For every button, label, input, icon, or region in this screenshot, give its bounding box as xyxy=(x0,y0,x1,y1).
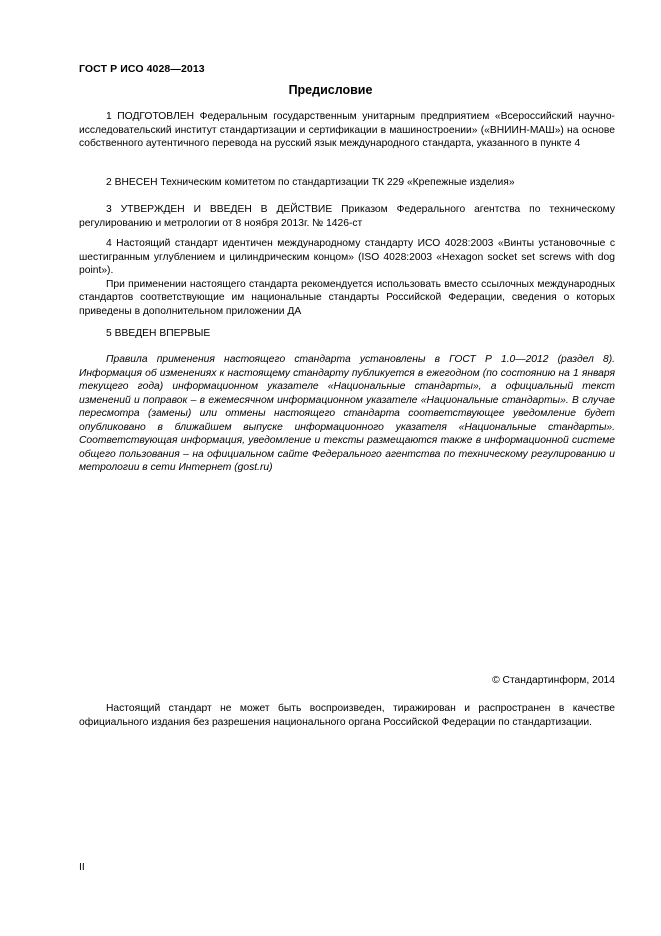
page-title: Предисловие xyxy=(288,83,373,97)
copyright-line: © Стандартинформ, 2014 xyxy=(492,675,615,686)
paragraph-2-block xyxy=(79,176,615,190)
reproduction-notice-block xyxy=(79,702,615,729)
paragraph-4-block xyxy=(79,237,615,318)
paragraph-3-block xyxy=(79,203,615,230)
paragraph-5: 5 ВВЕДЕН ВПЕРВЫЕ xyxy=(106,328,211,339)
paragraph-1-block xyxy=(79,110,615,151)
italic-note-block xyxy=(79,353,615,475)
paragraph-2: 2 ВНЕСЕН Техническим комитетом по стандартизации ТК 229 «Крепежные изделия» xyxy=(106,177,515,188)
paragraph-1: 1 ПОДГОТОВЛЕН Федеральным государственным унитарным предприятием «Всероссийский научно-исследовательский институт стандартизации и сертификации в машиностроении» («ВНИИН-МАШ») на основе собственного аутентичного перевода на русский язык международного стандарта, указанного в пункте 4 xyxy=(79,111,615,149)
paragraph-3: 3 УТВЕРЖДЕН И ВВЕДЕН В ДЕЙСТВИЕ Приказом Федерального агентства по техническому регулированию и метрологии от 8 ноября 2013г. № 1426-ст xyxy=(79,204,615,229)
page-number: II xyxy=(79,862,85,873)
reproduction-notice: Настоящий стандарт не может быть воспроизведен, тиражирован и распространен в качестве официального издания без разрешения национального органа Российской Федерации по стандартизации. xyxy=(79,703,615,728)
document-header: ГОСТ Р ИСО 4028—2013 xyxy=(79,63,205,75)
italic-note: Правила применения настоящего стандарта установлены в ГОСТ Р 1.0—2012 (раздел 8). Информация об изменениях к настоящему стандарту публикуется в ежегодном (по состоянию на 1 января текущего года) информационном указателе «Национальные стандарты», а официальный текст изменений и поправок – в ежемесячном информационном указателе «Национальные стандарты». В случае пересмотра (замены) или отмены настоящего стандарта соответствующее уведомление будет опубликовано в ближайшем выпуске информационного указателя «Национальные стандарты». Соответствующая информация, уведомление и тексты размещаются также в информационной системе общего пользования – на официальном сайте Федерального агентства по техническому регулированию и метрологии в сети Интернет (gost.ru) xyxy=(79,354,615,473)
paragraph-5-block xyxy=(79,327,615,341)
paragraph-4-continuation: При применении настоящего стандарта рекомендуется использовать вместо ссылочных международных стандартов соответствующие им национальные стандарты Российской Федерации, сведения о которых приведены в дополнительном приложении ДА xyxy=(79,278,615,317)
paragraph-4: 4 Настоящий стандарт идентичен международному стандарту ИСО 4028:2003 «Винты установочные с шестигранным углублением и цилиндрическим концом» (ISO 4028:2003 «Hexagon socket set screws with dog point»). xyxy=(79,238,615,276)
